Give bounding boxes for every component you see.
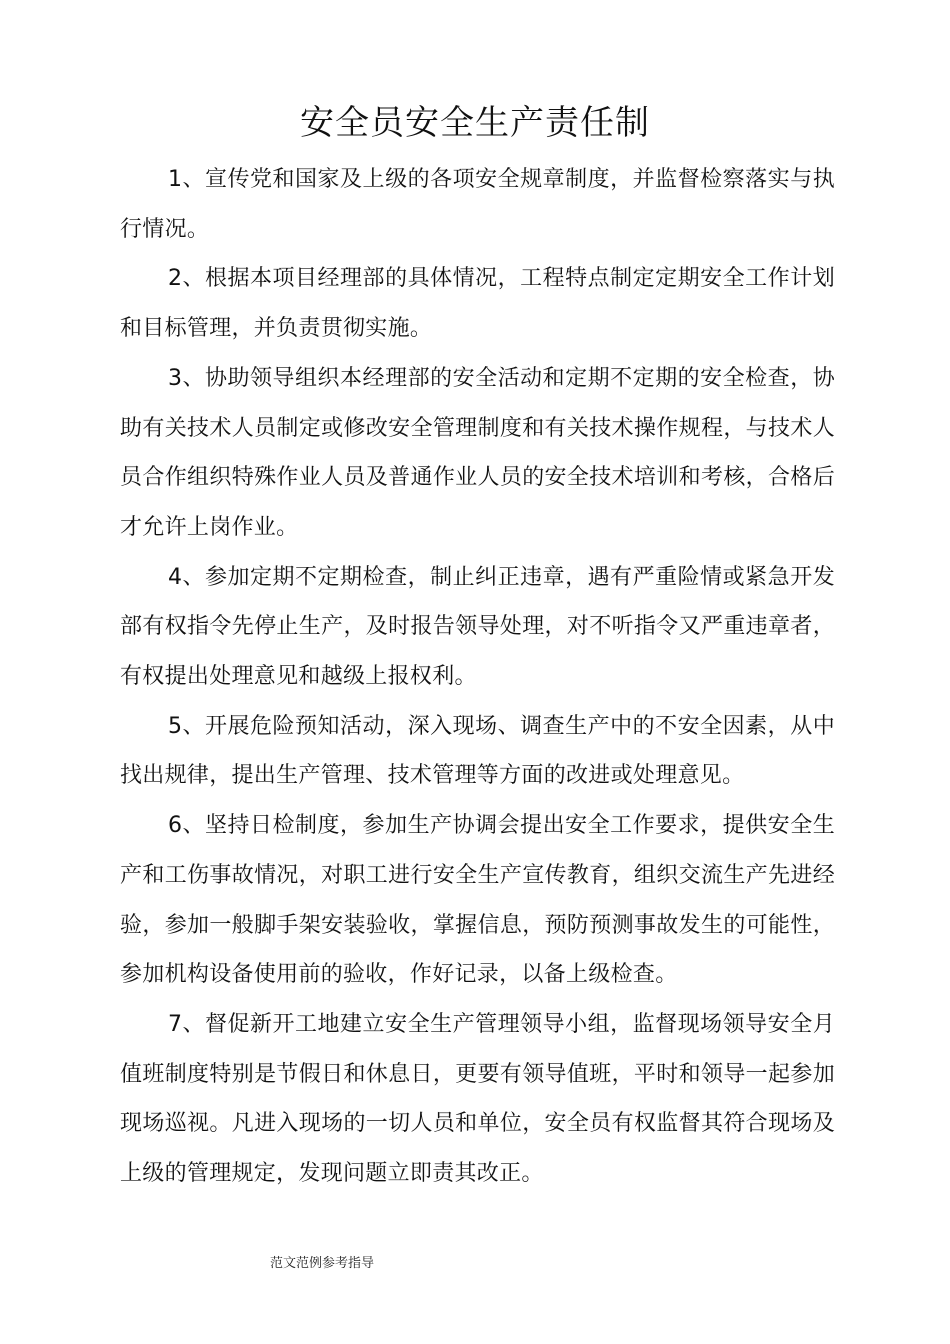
paragraph-4: 4、参加定期不定期检查，制止纠正违章，遇有严重险情或紧急开发部有权指令先停止生产，及时报告领导处理，对不听指令又严重违章者，有权提出处理意见和越级上报权利。 [120,564,835,690]
paragraph-6: 6、坚持日检制度，参加生产协调会提出安全工作要求，提供安全生产和工伤事故情况，对职工进行安全生产宣传教育，组织交流生产先进经验，参加一般脚手架安装验收，掌握信息，预防预测事故发生的可能性，参加机构设备使用前的验收，作好记录，以备上级检查。 [120,813,835,988]
page-footer: 范文范例参考指导 [270,1256,375,1271]
document-title: 安全员安全生产责任制 [300,103,650,143]
paragraph-2: 2、根据本项目经理部的具体情况，工程特点制定定期安全工作计划和目标管理，并负责贯彻实施。 [120,266,835,342]
document-body [120,155,835,1199]
paragraph-5: 5、开展危险预知活动，深入现场、调查生产中的不安全因素，从中找出规律，提出生产管理、技术管理等方面的改进或处理意见。 [120,713,835,789]
paragraph-1: 1、宣传党和国家及上级的各项安全规章制度，并监督检察落实与执行情况。 [120,167,835,242]
paragraph-3: 3、协助领导组织本经理部的安全活动和定期不定期的安全检查，协助有关技术人员制定或修改安全管理制度和有关技术操作规程，与技术人员合作组织特殊作业人员及普通作业人员的安全技术培训和考核，合格后才允许上岗作业。 [120,365,835,540]
paragraph-7: 7、督促新开工地建立安全生产管理领导小组，监督现场领导安全月值班制度特别是节假日和休息日，更要有领导值班，平时和领导一起参加现场巡视。凡进入现场的一切人员和单位，安全员有权监督其符合现场及上级的管理规定，发现问题立即责其改正。 [120,1011,835,1187]
